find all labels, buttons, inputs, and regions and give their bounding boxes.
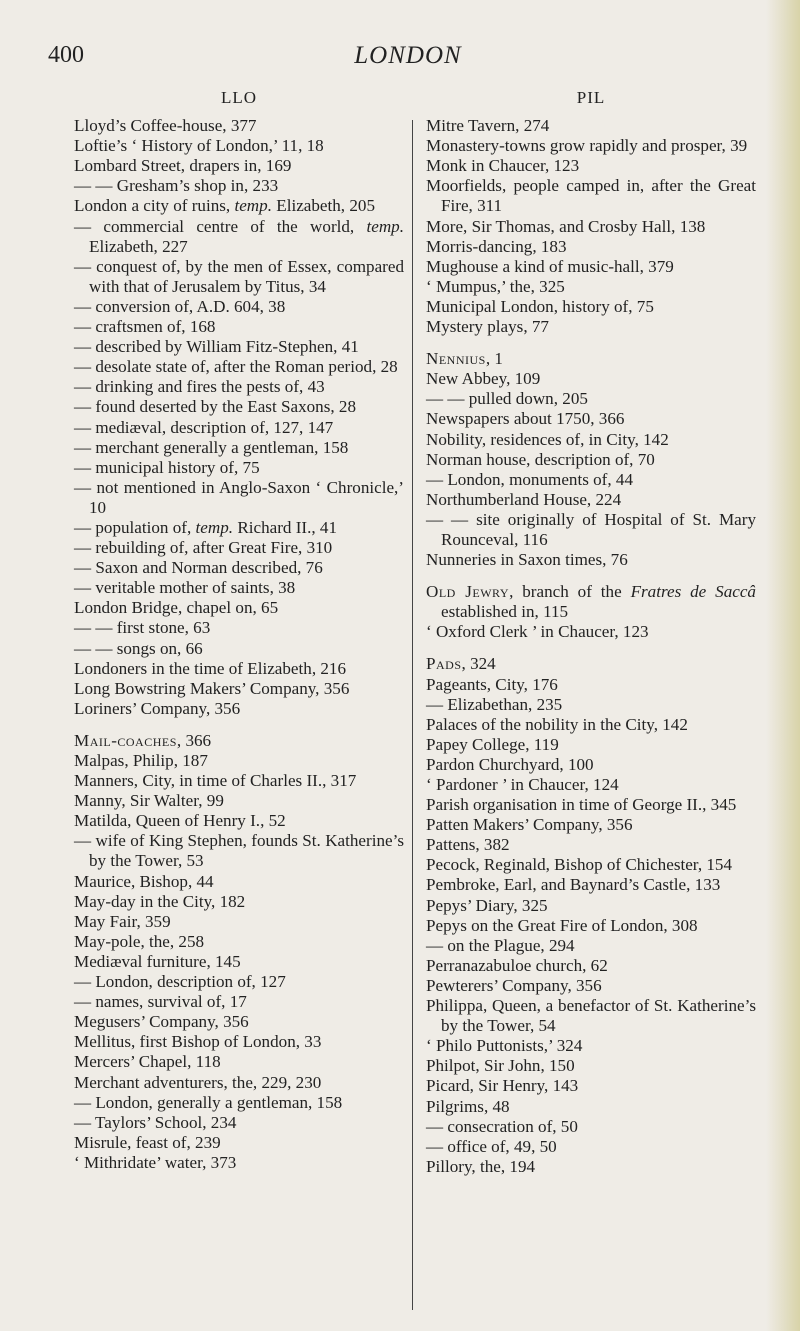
entry-text: — Elizabethan, 235 [426,694,563,714]
entry-text: Parish organisation in time of George II., 345 [426,795,737,815]
index-entry [74,317,404,337]
entry-text: Elizabeth, 227 [89,236,188,256]
entry-text: Maurice, Bishop, 44 [74,871,214,891]
index-entry [74,357,404,377]
index-entry [74,558,404,578]
index-entry [74,156,404,176]
entry-text: Mediæval furniture, 145 [74,951,241,971]
entry-text: More, Sir Thomas, and Crosby Hall, 138 [426,216,706,236]
index-entry [426,715,756,735]
index-entry [426,835,756,855]
index-entries-left [74,116,404,1173]
entry-text: — not mentioned in Anglo-Saxon ‘ Chronicle,’ 10 [74,477,404,517]
entry-text: — merchant generally a gentleman, 158 [74,437,349,457]
index-entry [426,976,756,996]
index-entry [426,1097,756,1117]
entry-text: — — site originally of Hospital of St. Mary Rounceval, 116 [426,509,756,549]
entry-text: Mercers’ Chapel, 118 [74,1052,221,1072]
guide-word-right: PIL [576,88,606,107]
column-divider [412,120,413,1310]
entry-text: ‘ Philo Puttonists,’ 324 [426,1036,583,1056]
entry-text: Picard, Sir Henry, 143 [426,1076,579,1096]
index-entry [426,936,756,956]
entry-text: ‘ Mithridate’ water, 373 [74,1152,237,1172]
index-entry [74,136,404,156]
index-entry [426,755,756,775]
entry-text: — described by William Fitz-Stephen, 41 [74,337,359,357]
index-entry [426,1076,756,1096]
entry-heading-word: Old Jewry [426,582,510,602]
index-entry [74,176,404,196]
index-entry [74,771,404,791]
entry-text: Misrule, feast of, 239 [74,1132,221,1152]
index-entry [74,972,404,992]
index-entry [74,699,404,719]
entry-text: May-day in the City, 182 [74,891,246,911]
index-entry [74,639,404,659]
page-edge-shading [766,0,800,1331]
index-entry [426,217,756,237]
index-entry [426,855,756,875]
entry-text: Matilda, Queen of Henry I., 52 [74,811,286,831]
entry-text: London a city of ruins, [74,196,235,216]
entry-text: May Fair, 359 [74,911,171,931]
entry-text: Mughouse a kind of music-hall, 379 [426,256,674,276]
entry-text: ‘ Pardoner ’ in Chaucer, 124 [426,775,619,794]
entry-text: Merchant adventurers, the, 229, 230 [74,1072,322,1092]
entry-text: Mystery plays, 77 [426,317,549,337]
index-entry [426,654,756,674]
guide-word-left: LLO [220,88,258,107]
index-entry [426,317,756,337]
entry-text: — London, generally a gentleman, 158 [74,1092,343,1112]
index-entry [74,538,404,558]
index-entry [74,196,404,216]
index-entry [74,618,404,638]
index-entry [74,418,404,438]
entry-text: Lloyd’s Coffee-house, 377 [74,116,257,136]
entry-text: — London, description of, 127 [74,972,286,992]
index-entry [74,116,404,136]
index-entry [426,550,756,570]
entry-text: — commercial centre of the world, [74,216,367,236]
entry-text: , 366 [176,730,212,750]
entry-text: ‘ Oxford Clerk ’ in Chaucer, 123 [426,622,649,642]
entry-text: Malpas, Philip, 187 [74,751,208,770]
entry-text: — population of, [74,517,196,537]
index-entry [74,1113,404,1133]
index-entry [426,470,756,490]
entry-text: Long Bowstring Makers’ Company, 356 [74,678,350,698]
entry-text: — on the Plague, 294 [426,935,575,955]
index-entry [74,397,404,417]
index-entry [74,337,404,357]
entry-text: Pageants, City, 176 [426,674,558,694]
entry-text: Pecock, Reginald, Bishop of Chichester, 154 [426,855,733,875]
index-entry [74,217,404,257]
entry-text: — desolate state of, after the Roman period, 28 [74,357,398,377]
entry-text: Moorfields, people camped in, after the Great Fire, 311 [426,176,756,216]
index-entry [426,237,756,257]
index-entry [74,598,404,618]
entry-text: Pilgrims, 48 [426,1096,510,1116]
page-header [48,42,768,82]
entry-text: — municipal history of, 75 [74,457,260,477]
index-entry [74,478,404,518]
index-entry [426,675,756,695]
index-entry [74,1032,404,1052]
index-entry [426,116,756,136]
entry-text: — drinking and fires the pests of, 43 [74,377,325,397]
entry-text: Perranazabuloe church, 62 [426,955,608,975]
entry-text: ‘ Mumpus,’ the, 325 [426,276,565,296]
entry-text: Mellitus, first Bishop of London, 33 [74,1032,322,1052]
entry-heading-word: Mail-coaches [74,730,177,750]
index-entry [426,297,756,317]
entry-text: Papey College, 119 [426,734,559,754]
index-column-left [74,88,404,1173]
entry-text: , 324 [461,654,496,674]
entry-text: — rebuilding of, after Great Fire, 310 [74,538,333,558]
entry-italic: temp. [366,216,404,236]
entry-text: Elizabeth, 205 [271,196,375,216]
entry-text: Nunneries in Saxon times, 76 [426,550,628,570]
index-entry [74,992,404,1012]
index-entry [74,831,404,871]
index-entry [74,811,404,831]
index-entry [74,1133,404,1153]
index-entry [426,1056,756,1076]
index-entry [426,1137,756,1157]
entry-text: — names, survival of, 17 [74,992,247,1012]
entry-text: Nobility, residences of, in City, 142 [426,429,669,449]
index-entry [74,578,404,598]
entry-italic: temp. [195,517,234,537]
entry-text: Richard II., 41 [233,517,338,537]
index-entry [74,458,404,478]
index-entry [426,369,756,389]
index-entry [74,377,404,397]
entry-text: Manny, Sir Walter, 99 [74,791,224,811]
entry-text: — London, monuments of, 44 [426,469,634,489]
index-entry [426,349,756,369]
entry-text: Monk in Chaucer, 123 [426,156,580,176]
entry-text: Morris-dancing, 183 [426,236,567,256]
index-entry [74,1153,404,1173]
entry-text: — veritable mother of saints, 38 [74,578,296,598]
index-entry [426,916,756,936]
entry-text: , 1 [485,349,503,369]
index-entry [426,622,756,642]
entry-text: — mediæval, description of, 127, 147 [74,417,334,437]
entry-text: — — pulled down, 205 [426,389,588,409]
entry-text: established in, 115 [441,602,569,622]
entry-text: — wife of King Stephen, founds St. Katherine’s by the Tower, 53 [74,831,404,871]
entry-text: Monastery-towns grow rapidly and prosper, 39 [426,136,748,156]
entry-text: London Bridge, chapel on, 65 [74,598,279,618]
entry-text: Pillory, the, 194 [426,1156,536,1176]
entry-text: Newspapers about 1750, 366 [426,409,625,429]
entry-text: Mitre Tavern, 274 [426,116,550,136]
entry-text: — found deserted by the East Saxons, 28 [74,397,356,417]
entry-text: Loriners’ Company, 356 [74,698,241,718]
index-entry [426,1157,756,1177]
entry-text: Pepys on the Great Fire of London, 308 [426,915,698,935]
index-entry [426,795,756,815]
entry-text: Palaces of the nobility in the City, 142 [426,714,688,734]
index-entry [74,659,404,679]
entry-text: — Taylors’ School, 234 [74,1112,237,1132]
entry-italic: temp. [234,196,272,216]
entry-text: — — first stone, 63 [74,618,211,638]
entry-text: Megusers’ Company, 356 [74,1012,249,1032]
index-entry [74,952,404,972]
index-entry [74,679,404,699]
index-entry [426,875,756,895]
entry-text: — Saxon and Norman described, 76 [74,558,323,578]
index-entry [426,735,756,755]
entry-text: May-pole, the, 258 [74,931,205,951]
index-entry [74,257,404,297]
entry-text: Loftie’s ‘ History of London,’ 11, 18 [74,136,324,156]
entry-text: , branch of the [509,582,631,602]
entry-text: Pepys’ Diary, 325 [426,895,548,915]
index-entry [74,1052,404,1072]
index-entry [426,996,756,1036]
index-entry [426,582,756,622]
index-entry [74,297,404,317]
index-entries-right [426,116,756,1177]
index-entry [74,731,404,751]
index-entry [74,872,404,892]
index-entry [426,695,756,715]
index-column-right [426,88,756,1177]
entry-text: Manners, City, in time of Charles II., 317 [74,771,357,791]
index-entry [74,1012,404,1032]
index-entry [426,389,756,409]
entry-text: — conquest of, by the men of Essex, compared with that of Jerusalem by Titus, 34 [74,256,404,296]
entry-text: Norman house, description of, 70 [426,449,655,469]
index-entry [426,136,756,156]
entry-text: Philpot, Sir John, 150 [426,1056,575,1076]
running-title: LONDON [354,42,462,69]
entry-text: Lombard Street, drapers in, 169 [74,156,292,176]
entry-text: Pattens, 382 [426,835,510,855]
index-entry [426,409,756,429]
entry-text: — — Gresham’s shop in, 233 [74,176,279,196]
index-entry [426,896,756,916]
entry-text: Northumberland House, 224 [426,489,622,509]
index-entry [426,156,756,176]
entry-text: Pembroke, Earl, and Baynard’s Castle, 133 [426,875,721,895]
index-entry [426,956,756,976]
entry-text: Pardon Churchyard, 100 [426,754,594,774]
index-entry [426,490,756,510]
index-entry [74,518,404,538]
index-entry [426,510,756,550]
index-entry [426,450,756,470]
index-entry [426,257,756,277]
entry-text: — office of, 49, 50 [426,1136,557,1156]
index-entry [426,277,756,297]
entry-text: — conversion of, A.D. 604, 38 [74,296,286,316]
page-number: 400 [48,42,84,68]
index-entry [74,892,404,912]
index-entry [74,1073,404,1093]
entry-text: New Abbey, 109 [426,369,541,389]
index-entry [74,751,404,771]
index-entry [426,775,756,795]
index-entry [74,932,404,952]
entry-text: Philippa, Queen, a benefactor of St. Katherine’s by the Tower, 54 [426,996,756,1036]
entry-text: Pewterers’ Company, 356 [426,975,602,995]
entry-text: — consecration of, 50 [426,1116,578,1136]
entry-heading-word: Pads [426,654,462,674]
index-entry [426,430,756,450]
index-entry [426,1036,756,1056]
index-entry [426,176,756,216]
index-entry [74,791,404,811]
index-entry [74,438,404,458]
entry-heading-word: Nennius [426,349,486,369]
entry-text: — craftsmen of, 168 [74,317,216,337]
entry-italic: Fratres de Saccâ [630,582,756,602]
index-entry [74,1093,404,1113]
index-entry [74,912,404,932]
entry-text: Municipal London, history of, 75 [426,296,654,316]
index-entry [426,815,756,835]
index-entry [426,1117,756,1137]
entry-text: — — songs on, 66 [74,638,203,658]
entry-text: Patten Makers’ Company, 356 [426,815,633,835]
entry-text: Londoners in the time of Elizabeth, 216 [74,658,347,678]
